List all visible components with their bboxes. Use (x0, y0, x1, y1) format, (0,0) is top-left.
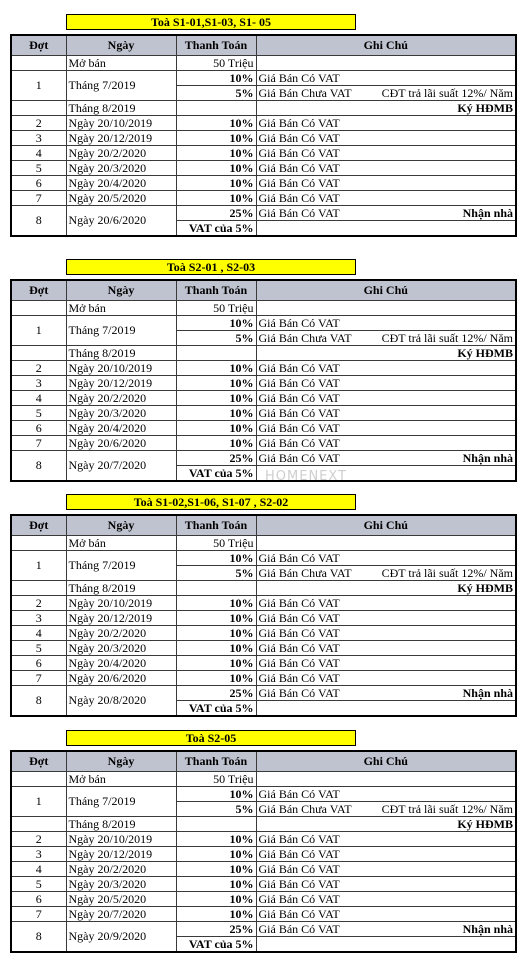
cell-dot: 1 (11, 71, 66, 101)
table-row (11, 611, 516, 626)
cell-dot: 7 (11, 907, 66, 922)
table-row (11, 626, 516, 641)
cell-date: Ngày 20/12/2019 (66, 611, 176, 626)
cell-dot: 8 (11, 206, 66, 237)
cell-dot: 5 (11, 161, 66, 176)
table-row (11, 391, 516, 406)
cell-dot: 4 (11, 391, 66, 406)
cell-date: Ngày 20/4/2020 (66, 421, 176, 436)
cell-percent: 10% (176, 847, 256, 862)
cell-note: Giá Bán Có VAT (256, 361, 516, 376)
header-thanh-toan: Thanh Toán (176, 515, 256, 536)
cell-percent: 10% (176, 316, 256, 331)
header-dot: Đợt (11, 35, 66, 56)
cell-date: Ngày 20/3/2020 (66, 877, 176, 892)
cell-ngay: Tháng 8/2019 (66, 101, 176, 116)
cell-note: Giá Bán Có VAT (256, 641, 516, 656)
table-row (11, 656, 516, 671)
cell-ngay: Mở bán (66, 536, 176, 551)
cell-dot: 3 (11, 131, 66, 146)
cell-percent: 10% (176, 907, 256, 922)
cell-percent: 10% (176, 436, 256, 451)
cell-percent: 10% (176, 391, 256, 406)
cell (11, 581, 66, 596)
cell-percent: 10% (176, 161, 256, 176)
table-row (11, 907, 516, 922)
cell-note (256, 566, 516, 581)
cell-amount: 50 Triệu (176, 56, 256, 71)
cell-percent: 10% (176, 787, 256, 802)
cell-note: Giá Bán Có VAT (256, 161, 516, 176)
cell-dot: 1 (11, 551, 66, 581)
cell (176, 101, 256, 116)
cell-dot: 7 (11, 436, 66, 451)
cell-dot: 2 (11, 361, 66, 376)
cell-note (256, 301, 516, 316)
cell-ngay: Mở bán (66, 56, 176, 71)
header-dot: Đợt (11, 515, 66, 536)
cell-percent: 10% (176, 376, 256, 391)
cell-note: Giá Bán Có VAT (256, 146, 516, 161)
cell-date: Ngày 20/7/2020 (66, 907, 176, 922)
cell-dot: 4 (11, 146, 66, 161)
cell-dot: 8 (11, 451, 66, 482)
cell-note-ky: Ký HĐMB (256, 581, 516, 596)
cell-date: Ngày 20/10/2019 (66, 361, 176, 376)
header-ghi-chu: Ghi Chú (256, 515, 516, 536)
table-row (11, 421, 516, 436)
section-title: Toà S2-05 (66, 730, 356, 746)
note-co-vat: Giá Bán Có VAT (258, 921, 340, 936)
cell-percent: 5% (176, 331, 256, 346)
cell-percent: 10% (176, 131, 256, 146)
note-chua-vat: Giá Bán Chưa VAT (258, 330, 352, 345)
cell-note: Giá Bán Có VAT (256, 626, 516, 641)
cell-dot: 5 (11, 641, 66, 656)
cell-dot: 3 (11, 376, 66, 391)
table-row (11, 56, 516, 71)
cell-date: Ngày 20/4/2020 (66, 656, 176, 671)
table-row (11, 892, 516, 907)
table-row (11, 191, 516, 206)
cell-date: Ngày 20/12/2019 (66, 376, 176, 391)
table-row (11, 376, 516, 391)
cell-note (256, 536, 516, 551)
cell-dot: 6 (11, 421, 66, 436)
cell-dot: 8 (11, 686, 66, 717)
header-thanh-toan: Thanh Toán (176, 280, 256, 301)
note-nhan-nha: Nhận nhà (462, 685, 513, 700)
table-row (11, 847, 516, 862)
cell (11, 101, 66, 116)
table-row (11, 832, 516, 847)
cell-dot: 6 (11, 176, 66, 191)
section-title: Toà S2-01 , S2-03 (66, 259, 356, 275)
cell-percent: 10% (176, 406, 256, 421)
cell-date: Ngày 20/9/2020 (66, 922, 176, 953)
cell-date: Ngày 20/10/2019 (66, 832, 176, 847)
cell-note: Giá Bán Có VAT (256, 907, 516, 922)
cell-date: Ngày 20/5/2020 (66, 191, 176, 206)
cell (11, 56, 66, 71)
cell-percent: 10% (176, 361, 256, 376)
cell-dot: 1 (11, 316, 66, 346)
header-ghi-chu: Ghi Chú (256, 35, 516, 56)
cell-percent: 10% (176, 146, 256, 161)
cell-note: Giá Bán Có VAT (256, 191, 516, 206)
cell-dot: 7 (11, 191, 66, 206)
note-cdt: CĐT trả lãi suất 12%/ Năm (381, 801, 513, 816)
cell-vat: VAT của 5% (176, 937, 256, 953)
table-row (11, 316, 516, 331)
table-row (11, 817, 516, 832)
note-chua-vat: Giá Bán Chưa VAT (258, 801, 352, 816)
cell-percent: 10% (176, 626, 256, 641)
cell-date: Ngày 20/2/2020 (66, 626, 176, 641)
cell-note (256, 206, 516, 221)
note-co-vat: Giá Bán Có VAT (258, 685, 340, 700)
cell-note: Giá Bán Có VAT (256, 787, 516, 802)
table-row (11, 877, 516, 892)
cell-ngay: Tháng 8/2019 (66, 817, 176, 832)
cell-percent: 10% (176, 892, 256, 907)
cell-percent: 5% (176, 802, 256, 817)
cell-dot: 1 (11, 787, 66, 817)
cell-note (256, 802, 516, 817)
cell-dot: 7 (11, 671, 66, 686)
header-thanh-toan: Thanh Toán (176, 35, 256, 56)
cell-dot: 6 (11, 656, 66, 671)
note-cdt: CĐT trả lãi suất 12%/ Năm (381, 565, 513, 580)
cell (11, 536, 66, 551)
cell-percent: 10% (176, 421, 256, 436)
cell-date: Ngày 20/3/2020 (66, 406, 176, 421)
table-row (11, 146, 516, 161)
cell-note: Giá Bán Có VAT (256, 671, 516, 686)
cell-percent: 10% (176, 656, 256, 671)
cell-ngay: Tháng 7/2019 (66, 551, 176, 581)
table-row (11, 772, 516, 787)
cell-note (256, 451, 516, 466)
cell-dot: 5 (11, 877, 66, 892)
cell-note: Giá Bán Có VAT (256, 316, 516, 331)
cell-note (256, 86, 516, 101)
cell-note: Giá Bán Có VAT (256, 862, 516, 877)
cell-date: Ngày 20/2/2020 (66, 862, 176, 877)
cell-note: Giá Bán Có VAT (256, 832, 516, 847)
cell-amount: 50 Triệu (176, 301, 256, 316)
table-row (11, 176, 516, 191)
table-row (11, 641, 516, 656)
cell-date: Ngày 20/12/2019 (66, 131, 176, 146)
cell (11, 346, 66, 361)
cell-amount: 50 Triệu (176, 772, 256, 787)
cell (11, 301, 66, 316)
cell-percent: 5% (176, 86, 256, 101)
cell-percent: 5% (176, 566, 256, 581)
cell-date: Ngày 20/7/2020 (66, 451, 176, 482)
cell-note (256, 686, 516, 701)
cell (11, 772, 66, 787)
cell-note: Giá Bán Có VAT (256, 611, 516, 626)
note-cdt: CĐT trả lãi suất 12%/ Năm (381, 330, 513, 345)
payment-table (10, 279, 517, 482)
cell-date: Ngày 20/8/2020 (66, 686, 176, 717)
cell-date: Ngày 20/3/2020 (66, 161, 176, 176)
cell-vat: VAT của 5% (176, 701, 256, 717)
cell-dot: 4 (11, 862, 66, 877)
cell-note-ky: Ký HĐMB (256, 101, 516, 116)
header-dot: Đợt (11, 280, 66, 301)
cell-date: Ngày 20/5/2020 (66, 892, 176, 907)
header-row (11, 515, 516, 536)
table-row (11, 787, 516, 802)
cell-note: Giá Bán Có VAT (256, 176, 516, 191)
cell-date: Ngày 20/12/2019 (66, 847, 176, 862)
cell-ngay: Tháng 8/2019 (66, 346, 176, 361)
cell (11, 817, 66, 832)
cell-percent: 25% (176, 686, 256, 701)
cell-note: Giá Bán Có VAT (256, 596, 516, 611)
table-row (11, 686, 516, 701)
section-title: Toà S1-02,S1-06, S1-07 , S2-02 (66, 494, 356, 510)
cell-dot: 3 (11, 611, 66, 626)
cell-ngay: Mở bán (66, 772, 176, 787)
cell-dot: 6 (11, 892, 66, 907)
cell-dot: 2 (11, 596, 66, 611)
table-row (11, 101, 516, 116)
cell-note: Giá Bán Có VAT (256, 131, 516, 146)
cell-date: Ngày 20/3/2020 (66, 641, 176, 656)
cell-percent: 10% (176, 862, 256, 877)
cell-vat: VAT của 5% (176, 466, 256, 482)
cell-percent: 10% (176, 71, 256, 86)
cell-note (256, 772, 516, 787)
cell-ngay: Tháng 7/2019 (66, 71, 176, 101)
cell-ngay: Tháng 8/2019 (66, 581, 176, 596)
cell-note (256, 937, 516, 953)
cell-percent: 10% (176, 191, 256, 206)
cell-note: Giá Bán Có VAT (256, 436, 516, 451)
cell-date: Ngày 20/4/2020 (66, 176, 176, 191)
note-co-vat: Giá Bán Có VAT (258, 205, 340, 220)
cell-note (256, 221, 516, 237)
cell-dot: 5 (11, 406, 66, 421)
table-row (11, 131, 516, 146)
cell-percent: 10% (176, 551, 256, 566)
cell-percent: 25% (176, 451, 256, 466)
cell-percent: 10% (176, 641, 256, 656)
cell-date: Ngày 20/6/2020 (66, 206, 176, 237)
table-row (11, 581, 516, 596)
table-row (11, 922, 516, 937)
cell-note: Giá Bán Có VAT (256, 877, 516, 892)
cell-note: Giá Bán Có VAT (256, 892, 516, 907)
cell-percent: 10% (176, 671, 256, 686)
cell-percent: 25% (176, 922, 256, 937)
section-title: Toà S1-01,S1-03, S1- 05 (66, 14, 356, 30)
cell-dot: 3 (11, 847, 66, 862)
cell-note (256, 922, 516, 937)
header-ngay: Ngày (66, 751, 176, 772)
cell-note: Giá Bán Có VAT (256, 421, 516, 436)
table-row (11, 346, 516, 361)
cell-ngay: Tháng 7/2019 (66, 787, 176, 817)
cell-percent: 10% (176, 176, 256, 191)
header-dot: Đợt (11, 751, 66, 772)
cell-date: Ngày 20/6/2020 (66, 671, 176, 686)
cell-amount: 50 Triệu (176, 536, 256, 551)
payment-table (10, 34, 517, 237)
cell-dot: 2 (11, 832, 66, 847)
cell-note: Giá Bán Có VAT (256, 376, 516, 391)
cell-date: Ngày 20/2/2020 (66, 146, 176, 161)
cell-percent: 10% (176, 611, 256, 626)
cell-percent: 10% (176, 596, 256, 611)
note-nhan-nha: Nhận nhà (462, 921, 513, 936)
note-cdt: CĐT trả lãi suất 12%/ Năm (381, 85, 513, 100)
cell-dot: 4 (11, 626, 66, 641)
cell-date: Ngày 20/10/2019 (66, 596, 176, 611)
table-row (11, 451, 516, 466)
header-ngay: Ngày (66, 280, 176, 301)
note-chua-vat: Giá Bán Chưa VAT (258, 565, 352, 580)
cell-note: Giá Bán Có VAT (256, 551, 516, 566)
cell (176, 817, 256, 832)
cell (176, 346, 256, 361)
cell-percent: 10% (176, 877, 256, 892)
cell-date: Ngày 20/6/2020 (66, 436, 176, 451)
cell-date: Ngày 20/2/2020 (66, 391, 176, 406)
cell-percent: 10% (176, 116, 256, 131)
table-row (11, 596, 516, 611)
table-row (11, 436, 516, 451)
cell-vat: VAT của 5% (176, 221, 256, 237)
cell-note-ky: Ký HĐMB (256, 346, 516, 361)
cell-note-ky: Ký HĐMB (256, 817, 516, 832)
table-row (11, 551, 516, 566)
table-row (11, 161, 516, 176)
cell-note (256, 56, 516, 71)
note-chua-vat: Giá Bán Chưa VAT (258, 85, 352, 100)
cell-date: Ngày 20/10/2019 (66, 116, 176, 131)
header-ghi-chu: Ghi Chú (256, 751, 516, 772)
note-co-vat: Giá Bán Có VAT (258, 450, 340, 465)
cell-note: Giá Bán Có VAT (256, 71, 516, 86)
cell-note (256, 701, 516, 717)
table-row (11, 206, 516, 221)
table-row (11, 361, 516, 376)
table-row (11, 301, 516, 316)
cell-percent: 10% (176, 832, 256, 847)
cell-note: Giá Bán Có VAT (256, 116, 516, 131)
table-row (11, 671, 516, 686)
table-row (11, 71, 516, 86)
table-row (11, 406, 516, 421)
cell-note (256, 331, 516, 346)
cell-ngay: Tháng 7/2019 (66, 316, 176, 346)
cell-note: Giá Bán Có VAT (256, 391, 516, 406)
note-nhan-nha: Nhận nhà (462, 205, 513, 220)
table-row (11, 116, 516, 131)
cell-note: Giá Bán Có VAT (256, 406, 516, 421)
header-ghi-chu: Ghi Chú (256, 280, 516, 301)
note-nhan-nha: Nhận nhà (462, 450, 513, 465)
cell-ngay: Mở bán (66, 301, 176, 316)
header-row (11, 751, 516, 772)
payment-table (10, 514, 517, 717)
watermark: HOMENEXT (265, 469, 347, 484)
header-thanh-toan: Thanh Toán (176, 751, 256, 772)
header-row (11, 280, 516, 301)
header-row (11, 35, 516, 56)
cell (176, 581, 256, 596)
payment-table (10, 750, 517, 953)
header-ngay: Ngày (66, 35, 176, 56)
table-row (11, 862, 516, 877)
cell-note: Giá Bán Có VAT (256, 847, 516, 862)
cell-dot: 8 (11, 922, 66, 953)
table-row (11, 536, 516, 551)
header-ngay: Ngày (66, 515, 176, 536)
cell-dot: 2 (11, 116, 66, 131)
cell-percent: 25% (176, 206, 256, 221)
cell-note: Giá Bán Có VAT (256, 656, 516, 671)
